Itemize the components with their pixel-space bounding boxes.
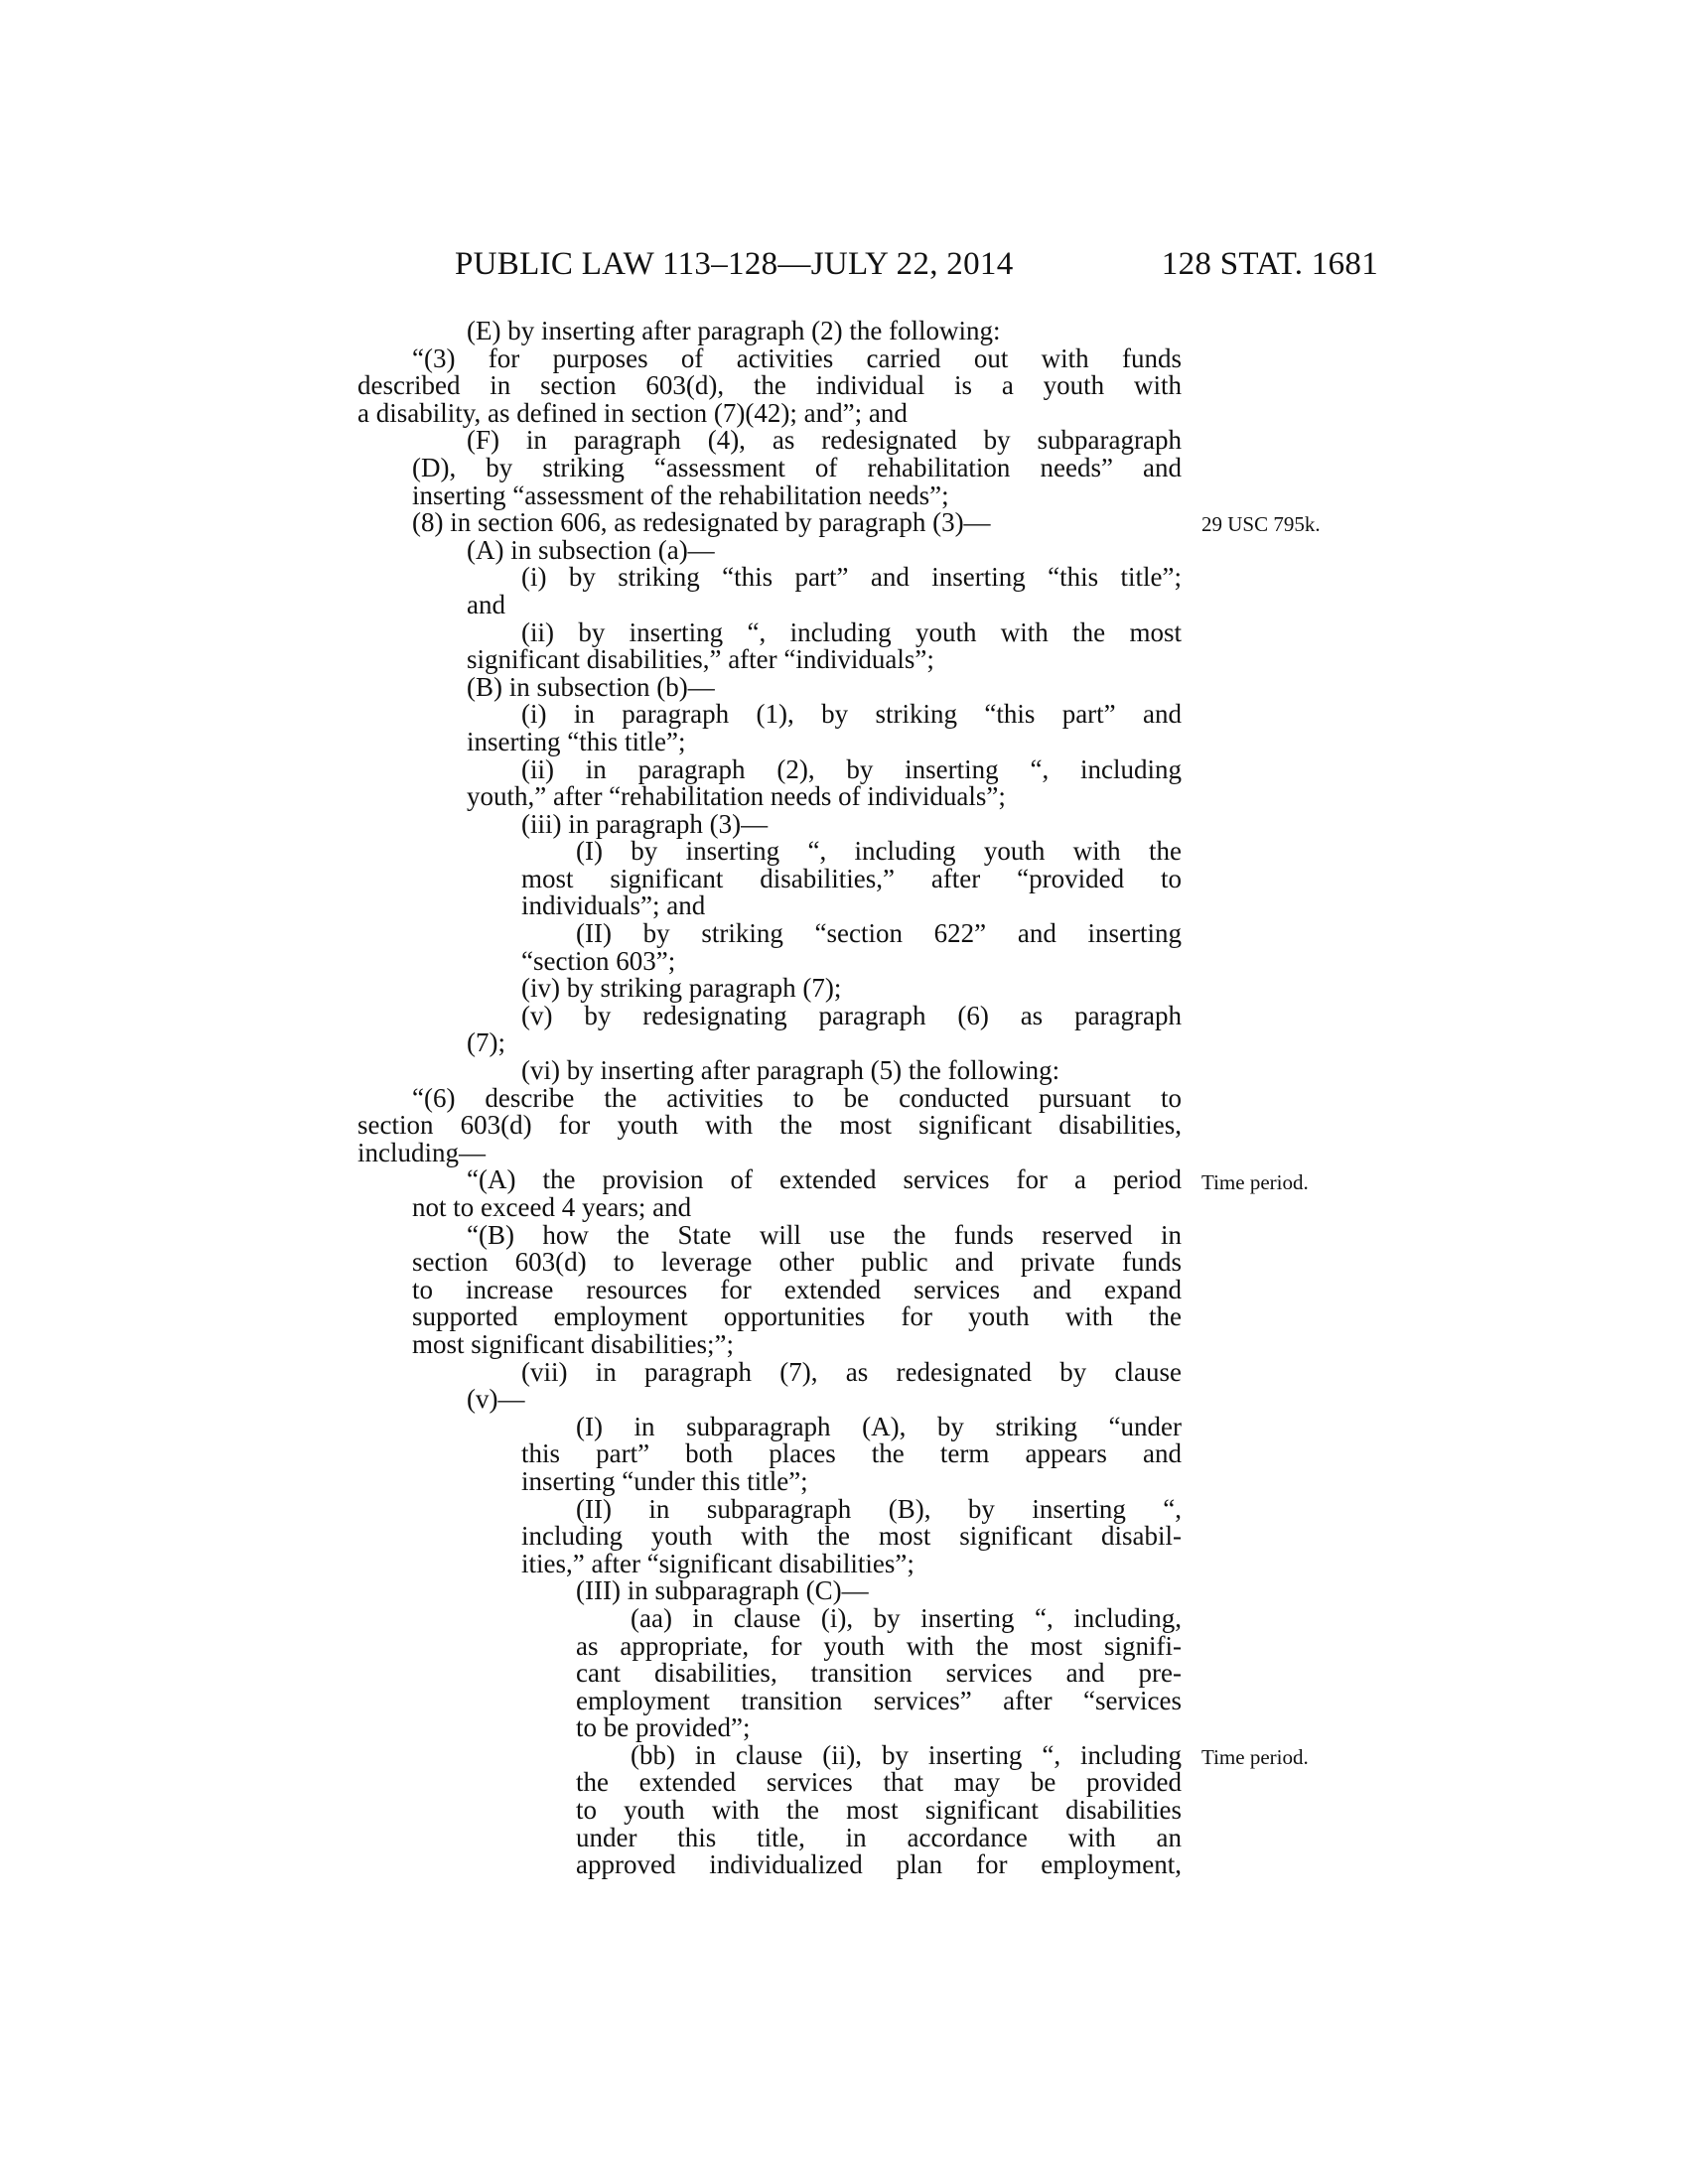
text-line: a disability, as defined in section (7)(42); and”; and (357, 397, 908, 428)
text-line: to be provided”; (576, 1712, 751, 1743)
text-line: (vii) in paragraph (7), as redesignated by clause (521, 1356, 1182, 1387)
text-line: (7); (467, 1027, 505, 1058)
text-line: to youth with the most significant disabilities (576, 1795, 1182, 1826)
text-line: (v)— (467, 1384, 525, 1415)
text-line: (iii) in paragraph (3)— (521, 808, 769, 839)
text-line: as appropriate, for youth with the most signifi- (576, 1630, 1182, 1661)
text-line: (iv) by striking paragraph (7); (521, 973, 842, 1004)
text-line: and (467, 589, 505, 619)
text-line: (II) by striking “section 622” and inserting (576, 918, 1182, 949)
text-line: most significant disabilities,” after “provided to (521, 863, 1182, 893)
text-line: inserting “under this title”; (521, 1465, 808, 1496)
text-line: (I) in subparagraph (A), by striking “under (576, 1411, 1182, 1441)
text-line: (v) by redesignating paragraph (6) as paragraph (521, 1000, 1182, 1030)
text-line: not to exceed 4 years; and (412, 1192, 692, 1222)
text-line: (II) in subparagraph (B), by inserting “, (576, 1493, 1182, 1524)
text-line: this part” both places the term appears and (521, 1438, 1182, 1469)
text-line: employment transition services” after “services (576, 1685, 1182, 1715)
text-line: “(A) the provision of extended services for a period (467, 1164, 1182, 1195)
text-line: inserting “this title”; (467, 726, 686, 756)
text-line: cant disabilities, transition services and pre- (576, 1658, 1182, 1689)
text-line: (ii) in paragraph (2), by inserting “, including (521, 753, 1182, 784)
text-line: “(3) for purposes of activities carried out with funds (412, 342, 1182, 373)
text-line: most significant disabilities;”; (412, 1328, 734, 1359)
text-line: (i) in paragraph (1), by striking “this part” and (521, 699, 1182, 730)
text-line: (aa) in clause (i), by inserting “, including, (631, 1602, 1182, 1633)
text-line: to increase resources for extended services and expand (412, 1274, 1182, 1304)
text-line: ities,” after “significant disabilities”; (521, 1548, 914, 1578)
running-head-title: PUBLIC LAW 113–128—JULY 22, 2014 (455, 246, 1014, 282)
text-line: “(6) describe the activities to be conducted pursuant to (412, 1082, 1182, 1113)
text-line: (bb) in clause (ii), by inserting “, including (631, 1739, 1182, 1770)
text-line: including youth with the most significant disabil- (521, 1521, 1182, 1552)
text-line: approved individualized plan for employment, (576, 1849, 1182, 1880)
text-line: inserting “assessment of the rehabilitation needs”; (412, 479, 949, 510)
text-line: (F) in paragraph (4), as redesignated by subparagraph (467, 425, 1182, 456)
text-line: section 603(d) for youth with the most significant disabilities, (357, 1110, 1182, 1141)
text-line: the extended services that may be provided (576, 1767, 1182, 1798)
text-line: (E) by inserting after paragraph (2) the following: (467, 316, 1001, 345)
text-line: section 603(d) to leverage other public and private funds (412, 1247, 1182, 1278)
text-line: (8) in section 606, as redesignated by paragraph (3)— (412, 507, 991, 538)
text-line: significant disabilities,” after “individuals”; (467, 644, 934, 675)
margin-note: Time period. (1201, 1169, 1309, 1194)
text-line: individuals”; and (521, 890, 706, 921)
text-line: described in section 603(d), the individual is a youth with (357, 370, 1182, 401)
text-line: under this title, in accordance with an (576, 1822, 1182, 1852)
text-line: (D), by striking “assessment of rehabilitation needs” and (412, 452, 1182, 482)
text-line: (ii) by inserting “, including youth with the most (521, 616, 1182, 647)
text-line: “section 603”; (521, 945, 676, 976)
margin-note: Time period. (1201, 1745, 1309, 1770)
margin-note: 29 USC 795k. (1201, 512, 1321, 537)
text-line: (I) by inserting “, including youth with the (576, 836, 1182, 867)
statute-body-text (357, 318, 1182, 1879)
text-line: (i) by striking “this part” and inserting “this title”; (521, 562, 1182, 593)
text-line: (vi) by inserting after paragraph (5) the following: (521, 1055, 1060, 1086)
text-line: (A) in subsection (a)— (467, 534, 715, 565)
text-line: (B) in subsection (b)— (467, 671, 715, 702)
text-line: youth,” after “rehabilitation needs of individuals”; (467, 781, 1006, 812)
text-line: “(B) how the State will use the funds reserved in (467, 1219, 1182, 1250)
text-line: (III) in subparagraph (C)— (576, 1575, 869, 1606)
text-line: including— (357, 1137, 486, 1167)
text-line: supported employment opportunities for youth with the (412, 1301, 1182, 1332)
running-head-page-number: 128 STAT. 1681 (1161, 246, 1378, 282)
